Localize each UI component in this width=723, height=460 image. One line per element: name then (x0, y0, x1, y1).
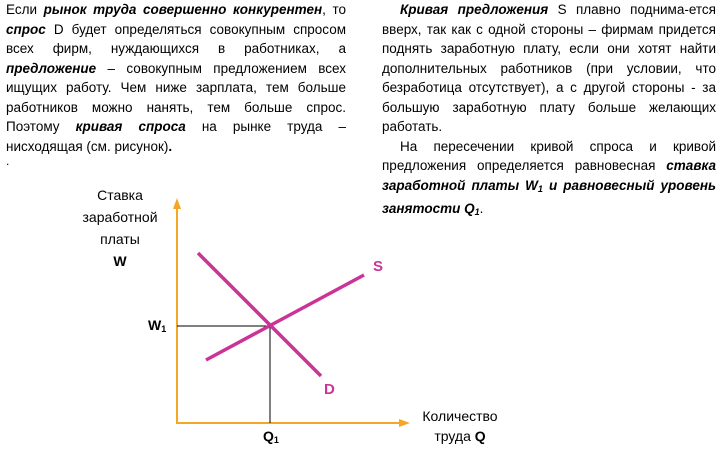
term-supply: предложение (6, 60, 97, 76)
y-axis-label (40, 184, 200, 272)
term-competitive-market: рынок труда совершенно конкурентен (43, 2, 323, 17)
x-axis-symbol: Q (474, 428, 486, 444)
text-run: . (479, 201, 484, 216)
y-label-line: платы (100, 231, 140, 247)
text-run: Если (6, 2, 44, 17)
term-equilibrium-employment: и равновесный уровень занятости Q (382, 177, 716, 216)
term-equilibrium-wage: ставка заработной платы W (382, 158, 716, 193)
text-run: S плавно поднима-ется вверх, так как с одной стороны – фирмам придется поднять заработную плату, если они хотят найти дополнительных работников (при условии, что безработица отсутствует), а с другой стороны - за большую заработную плату больше желающих работать. (382, 2, 716, 134)
text-run: на рынке труда – нисходящая (см. рисунок) (6, 119, 346, 154)
demand-curve-label: D (324, 381, 335, 398)
text-run: . (168, 138, 173, 154)
supply-curve-label: S (373, 258, 384, 275)
x-label-line (400, 426, 520, 446)
q1-tick-label: $Q_1$ (263, 428, 279, 445)
term-demand-curve: кривая спроса (75, 119, 186, 134)
text-run: На пересечении кривой спроса и кривой предложения определяется равновесная (382, 138, 716, 173)
x-axis-label (400, 406, 520, 446)
x-label-text: труда (434, 428, 475, 444)
subscript: 1 (474, 207, 480, 217)
demand-curve (198, 253, 321, 376)
w1-tick-label: $W_1$ (148, 317, 167, 334)
stray-dot: . (6, 154, 10, 168)
y-label-line: Ставка (97, 187, 143, 203)
y-axis-symbol: W (113, 253, 127, 269)
y-label-line: заработной (82, 209, 158, 225)
text-run: – совокупным предложением всех ищущих работу. Чем ниже зарплата, тем больше работников можно нанять, тем больше спрос. Поэтому (6, 60, 346, 134)
term-demand: спрос (6, 21, 46, 37)
text-run: D будет определяться совокупным спросом всех фирм, нуждающихся в работниках, а (6, 21, 346, 56)
subscript: 1 (537, 183, 543, 194)
term-supply-curve: Кривая предложения (400, 2, 549, 17)
text-run: , то (322, 2, 346, 17)
supply-curve (206, 275, 364, 360)
x-label-line: Количество (422, 408, 498, 424)
